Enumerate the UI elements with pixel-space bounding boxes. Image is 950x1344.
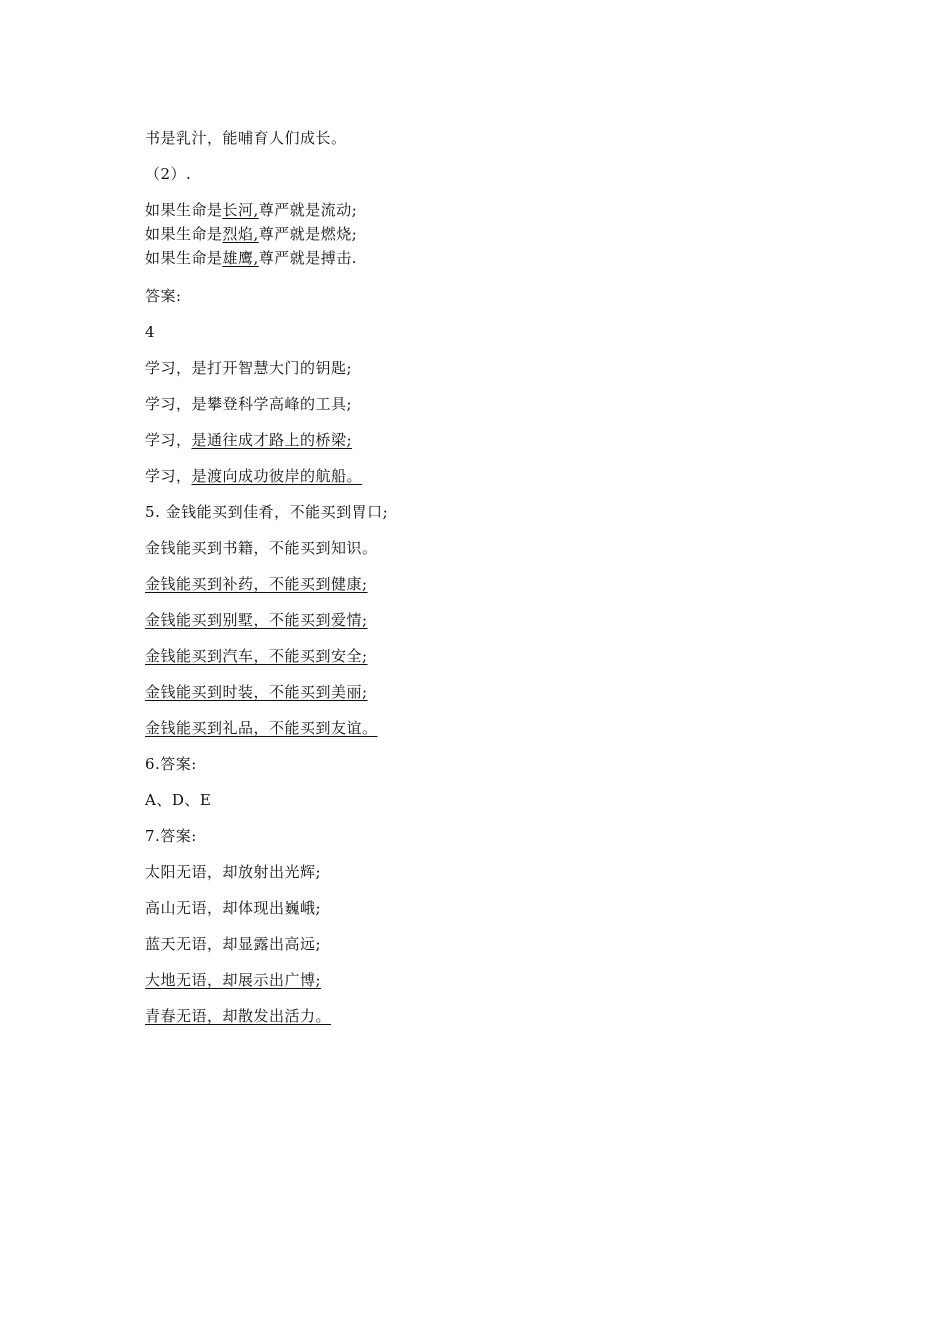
text-line bbox=[145, 934, 321, 954]
underlined-answer: 金钱能买到汽车，不能买到安全; bbox=[145, 647, 368, 665]
line-text: 尊严就是流动; bbox=[258, 201, 358, 219]
text-line bbox=[145, 574, 368, 594]
underlined-answer: 金钱能买到礼品，不能买到友谊。 bbox=[145, 719, 378, 737]
line-text: 学习，是打开智慧大门的钥匙; bbox=[145, 359, 353, 377]
text-line bbox=[145, 862, 321, 882]
line-text: 金钱能买到书籍，不能买到知识。 bbox=[145, 539, 378, 557]
line-text: 尊严就是搏击. bbox=[258, 249, 358, 267]
text-line bbox=[145, 790, 211, 810]
text-line bbox=[145, 538, 378, 558]
line-text: 7.答案: bbox=[145, 827, 197, 845]
underlined-answer: 烈焰, bbox=[222, 225, 259, 243]
text-line bbox=[145, 286, 182, 306]
line-text: 6.答案: bbox=[145, 755, 197, 773]
line-text: 如果生命是 bbox=[145, 249, 223, 267]
line-text: 学习， bbox=[145, 431, 192, 449]
underlined-answer: 是渡向成功彼岸的航船。 bbox=[191, 467, 363, 485]
line-text: 如果生命是 bbox=[145, 201, 223, 219]
text-line bbox=[145, 1006, 331, 1026]
line-text: 如果生命是 bbox=[145, 225, 223, 243]
underlined-answer: 金钱能买到时装，不能买到美丽; bbox=[145, 683, 368, 701]
text-line bbox=[145, 128, 347, 148]
text-line bbox=[145, 970, 321, 990]
line-text: 5. 金钱能买到佳肴，不能买到胃口; bbox=[145, 503, 389, 521]
text-line bbox=[145, 826, 197, 846]
text-line bbox=[145, 164, 191, 184]
text-line bbox=[145, 466, 362, 486]
underlined-answer: 大地无语，却展示出广博; bbox=[145, 971, 322, 989]
line-text: （2）. bbox=[145, 165, 192, 183]
underlined-answer: 金钱能买到补药，不能买到健康; bbox=[145, 575, 368, 593]
underlined-answer: 是通往成才路上的桥梁; bbox=[191, 431, 353, 449]
line-text: 太阳无语，却放射出光辉; bbox=[145, 863, 322, 881]
line-text: 蓝天无语，却显露出高远; bbox=[145, 935, 322, 953]
underlined-answer: 长河, bbox=[222, 201, 259, 219]
text-line bbox=[145, 430, 352, 450]
text-line bbox=[145, 394, 352, 414]
line-text: 学习， bbox=[145, 467, 192, 485]
line-text: 书是乳汁，能哺育人们成长。 bbox=[145, 129, 347, 147]
text-line bbox=[145, 610, 368, 630]
text-line bbox=[145, 898, 321, 918]
text-line bbox=[145, 200, 357, 220]
line-text: 高山无语，却体现出巍峨; bbox=[145, 899, 322, 917]
text-line bbox=[145, 646, 368, 666]
text-line bbox=[145, 718, 378, 738]
line-text: A、D、E bbox=[145, 791, 212, 809]
line-text: 学习，是攀登科学高峰的工具; bbox=[145, 395, 353, 413]
text-line bbox=[145, 224, 357, 244]
text-line bbox=[145, 682, 368, 702]
text-line bbox=[145, 358, 352, 378]
text-line bbox=[145, 754, 197, 774]
underlined-answer: 青春无语，却散发出活力。 bbox=[145, 1007, 332, 1025]
line-text: 尊严就是燃烧; bbox=[258, 225, 358, 243]
underlined-answer: 雄鹰, bbox=[222, 249, 259, 267]
line-text: 答案: bbox=[145, 287, 182, 305]
text-line bbox=[145, 248, 357, 268]
text-line bbox=[145, 502, 388, 522]
text-line bbox=[145, 322, 155, 342]
line-text: 4 bbox=[145, 323, 156, 341]
underlined-answer: 金钱能买到别墅，不能买到爱情; bbox=[145, 611, 368, 629]
